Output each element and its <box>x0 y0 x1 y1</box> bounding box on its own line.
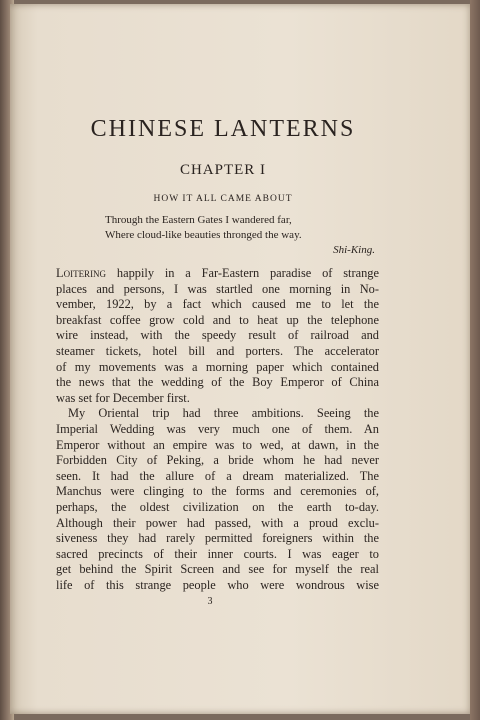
paragraph <box>56 406 379 593</box>
text-line: perhaps, the oldest civilization on the earth to-day. <box>56 499 379 514</box>
text-line: sacred precincts of their inner courts. I was eager to <box>56 546 379 561</box>
text-line: wire instead, with the speedy result of railroad and <box>56 328 379 343</box>
page-number: 3 <box>207 596 213 607</box>
text-line: seen. It had the allure of a dream materialized. The <box>56 468 379 483</box>
epigraph <box>105 213 375 258</box>
book-title: CHINESE LANTERNS <box>90 116 356 142</box>
book-edge-shadow <box>470 0 480 720</box>
text-line: Emperor without an empire was to wed, at dawn, in the <box>56 437 379 452</box>
text-line: of my movements was a morning paper which contained <box>56 359 379 374</box>
text-line: My Oriental trip had three ambitions. Seeing the <box>68 406 379 421</box>
text-line: life of this strange people who were wondrous wise <box>56 577 379 592</box>
text-line: Loitering happily in a Far-Eastern paradise of strange <box>56 266 379 280</box>
text-line: Forbidden City of Peking, a bride whom he had never <box>56 453 379 468</box>
epigraph-line: Where cloud-like beauties thronged the way. <box>105 229 302 241</box>
text-line: get behind the Spirit Screen and see for myself the real <box>56 562 379 577</box>
dropcap-word: Loitering <box>56 266 107 280</box>
paragraph <box>56 266 379 406</box>
book-page <box>10 4 472 714</box>
text-line: breakfast coffee grow cold and to heat up the telephone <box>56 312 379 327</box>
text-line: steamer tickets, hotel bill and porters. The accelerator <box>56 343 379 358</box>
text-line: was set for December first. <box>56 390 190 405</box>
text-line: siveness they had rarely permitted foreigners within the <box>56 531 379 546</box>
text-line: Although their power had passed, with a proud exclu- <box>56 515 379 530</box>
text-line: the news that the wedding of the Boy Emperor of China <box>56 375 379 390</box>
text-line: places and persons, I was startled one morning in No- <box>56 281 379 296</box>
body-text <box>56 266 379 593</box>
text-line: Manchus were clinging to the forms and ceremonies of, <box>56 484 379 499</box>
chapter-title: HOW IT ALL CAME ABOUT <box>153 194 293 204</box>
text-line: vember, 1922, by a fact which caused me to let the <box>56 297 379 312</box>
epigraph-attribution: Shi-King. <box>333 244 375 256</box>
chapter-heading: CHAPTER I <box>179 162 267 178</box>
text-line: Imperial Wedding was very much one of them. An <box>56 421 379 436</box>
epigraph-line: Through the Eastern Gates I wandered far, <box>105 214 292 226</box>
